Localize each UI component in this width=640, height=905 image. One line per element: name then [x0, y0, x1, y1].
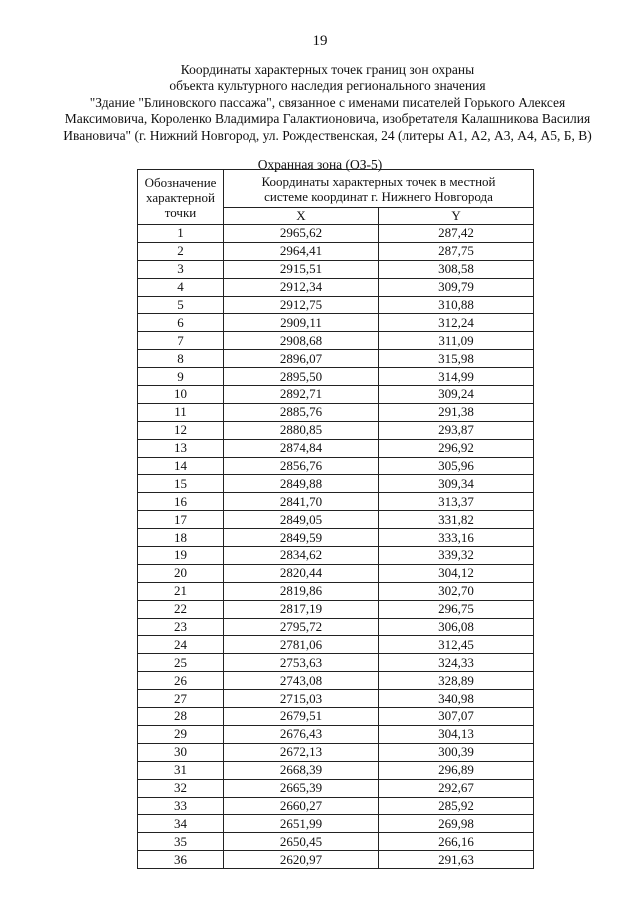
title-line-1: Координаты характерных точек границ зон охраны — [180, 62, 475, 77]
y-coordinate-cell: 340,98 — [379, 690, 534, 708]
table-row — [138, 278, 534, 296]
y-coordinate-cell: 266,16 — [379, 833, 534, 851]
zone-title: Охранная зона (ОЗ-5) — [257, 157, 383, 172]
x-coordinate-cell: 2849,88 — [224, 475, 379, 493]
table-row — [138, 851, 534, 869]
title-line-3: "Здание "Блиновского пассажа", связанное с именами писателей Горького Алексея — [89, 94, 566, 110]
x-coordinate-cell: 2820,44 — [224, 564, 379, 582]
y-coordinate-cell: 333,16 — [379, 529, 534, 547]
point-number-cell: 23 — [138, 618, 224, 636]
y-coordinate-cell: 314,99 — [379, 368, 534, 386]
point-number-cell: 30 — [138, 743, 224, 761]
table-body — [138, 225, 534, 869]
point-number-cell: 6 — [138, 314, 224, 332]
x-coordinate-cell: 2912,75 — [224, 296, 379, 314]
table-row — [138, 421, 534, 439]
y-coordinate-cell: 308,58 — [379, 260, 534, 278]
x-coordinate-cell: 2676,43 — [224, 725, 379, 743]
x-coordinate-cell: 2817,19 — [224, 600, 379, 618]
table-row — [138, 457, 534, 475]
header-y: Y — [379, 208, 534, 225]
point-number-cell: 28 — [138, 708, 224, 726]
table-row — [138, 690, 534, 708]
table-row — [138, 242, 534, 260]
table-row — [138, 618, 534, 636]
page-number: 19 — [312, 33, 328, 49]
x-coordinate-cell: 2819,86 — [224, 582, 379, 600]
x-coordinate-cell: 2965,62 — [224, 225, 379, 243]
table-row — [138, 582, 534, 600]
x-coordinate-cell: 2672,13 — [224, 743, 379, 761]
y-coordinate-cell: 302,70 — [379, 582, 534, 600]
y-coordinate-cell: 331,82 — [379, 511, 534, 529]
y-coordinate-cell: 328,89 — [379, 672, 534, 690]
x-coordinate-cell: 2849,59 — [224, 529, 379, 547]
point-number-cell: 18 — [138, 529, 224, 547]
table-row — [138, 797, 534, 815]
point-number-cell: 10 — [138, 386, 224, 404]
table-row — [138, 779, 534, 797]
point-number-cell: 21 — [138, 582, 224, 600]
y-coordinate-cell: 324,33 — [379, 654, 534, 672]
x-coordinate-cell: 2753,63 — [224, 654, 379, 672]
x-coordinate-cell: 2912,34 — [224, 278, 379, 296]
y-coordinate-cell: 304,12 — [379, 564, 534, 582]
y-coordinate-cell: 312,24 — [379, 314, 534, 332]
header-point-designation — [138, 170, 224, 225]
header-coordinates — [224, 170, 534, 208]
table-row — [138, 708, 534, 726]
y-coordinate-cell: 305,96 — [379, 457, 534, 475]
table-row — [138, 636, 534, 654]
y-coordinate-cell: 306,08 — [379, 618, 534, 636]
y-coordinate-cell: 313,37 — [379, 493, 534, 511]
y-coordinate-cell: 287,75 — [379, 242, 534, 260]
y-coordinate-cell: 269,98 — [379, 815, 534, 833]
y-coordinate-cell: 304,13 — [379, 725, 534, 743]
x-coordinate-cell: 2874,84 — [224, 439, 379, 457]
y-coordinate-cell: 312,45 — [379, 636, 534, 654]
x-coordinate-cell: 2895,50 — [224, 368, 379, 386]
y-coordinate-cell: 296,92 — [379, 439, 534, 457]
y-coordinate-cell: 285,92 — [379, 797, 534, 815]
point-number-cell: 20 — [138, 564, 224, 582]
header-x: X — [224, 208, 379, 225]
table-row — [138, 743, 534, 761]
point-number-cell: 3 — [138, 260, 224, 278]
point-number-cell: 32 — [138, 779, 224, 797]
x-coordinate-cell: 2650,45 — [224, 833, 379, 851]
x-coordinate-cell: 2896,07 — [224, 350, 379, 368]
table-row — [138, 815, 534, 833]
point-number-cell: 26 — [138, 672, 224, 690]
point-number-cell: 11 — [138, 403, 224, 421]
y-coordinate-cell: 296,89 — [379, 761, 534, 779]
x-coordinate-cell: 2620,97 — [224, 851, 379, 869]
point-number-cell: 31 — [138, 761, 224, 779]
x-coordinate-cell: 2781,06 — [224, 636, 379, 654]
table-row — [138, 439, 534, 457]
point-number-cell: 27 — [138, 690, 224, 708]
table-row — [138, 600, 534, 618]
header-coords-line-1: Координаты характерных точек в местной — [261, 173, 496, 189]
x-coordinate-cell: 2660,27 — [224, 797, 379, 815]
table-row — [138, 296, 534, 314]
point-number-cell: 19 — [138, 547, 224, 565]
y-coordinate-cell: 309,34 — [379, 475, 534, 493]
point-number-cell: 36 — [138, 851, 224, 869]
x-coordinate-cell: 2885,76 — [224, 403, 379, 421]
x-coordinate-cell: 2715,03 — [224, 690, 379, 708]
point-number-cell: 15 — [138, 475, 224, 493]
x-coordinate-cell: 2856,76 — [224, 457, 379, 475]
x-coordinate-cell: 2795,72 — [224, 618, 379, 636]
point-number-cell: 22 — [138, 600, 224, 618]
x-coordinate-cell: 2915,51 — [224, 260, 379, 278]
table-row — [138, 493, 534, 511]
table-row — [138, 403, 534, 421]
point-number-cell: 25 — [138, 654, 224, 672]
x-coordinate-cell: 2908,68 — [224, 332, 379, 350]
point-number-cell: 8 — [138, 350, 224, 368]
point-number-cell: 34 — [138, 815, 224, 833]
point-number-cell: 14 — [138, 457, 224, 475]
title-line-4: Максимовича, Короленко Владимира Галактионовича, изобретателя Калашникова Василия — [64, 111, 591, 127]
table-row — [138, 725, 534, 743]
table-row — [138, 511, 534, 529]
point-number-cell: 2 — [138, 242, 224, 260]
x-coordinate-cell: 2743,08 — [224, 672, 379, 690]
table-row — [138, 332, 534, 350]
y-coordinate-cell: 296,75 — [379, 600, 534, 618]
point-number-cell: 29 — [138, 725, 224, 743]
x-coordinate-cell: 2665,39 — [224, 779, 379, 797]
title-line-5: Ивановича" (г. Нижний Новгород, ул. Рождественская, 24 (литеры А1, А2, А3, А4, А5, Б, В) — [63, 127, 592, 143]
point-number-cell: 13 — [138, 439, 224, 457]
x-coordinate-cell: 2679,51 — [224, 708, 379, 726]
x-coordinate-cell: 2841,70 — [224, 493, 379, 511]
y-coordinate-cell: 300,39 — [379, 743, 534, 761]
x-coordinate-cell: 2849,05 — [224, 511, 379, 529]
x-coordinate-cell: 2668,39 — [224, 761, 379, 779]
y-coordinate-cell: 309,79 — [379, 278, 534, 296]
y-coordinate-cell: 293,87 — [379, 421, 534, 439]
table-row — [138, 654, 534, 672]
y-coordinate-cell: 291,38 — [379, 403, 534, 421]
y-coordinate-cell: 287,42 — [379, 225, 534, 243]
point-number-cell: 16 — [138, 493, 224, 511]
title-line-2: объекта культурного наследия регионального значения — [169, 78, 486, 94]
table-row — [138, 761, 534, 779]
document-title — [40, 62, 615, 144]
point-number-cell: 7 — [138, 332, 224, 350]
table-row — [138, 350, 534, 368]
x-coordinate-cell: 2909,11 — [224, 314, 379, 332]
table-row — [138, 672, 534, 690]
header-point-line-3: точки — [164, 204, 197, 220]
header-point-line-2: характерной — [146, 189, 215, 205]
point-number-cell: 4 — [138, 278, 224, 296]
y-coordinate-cell: 291,63 — [379, 851, 534, 869]
table-row — [138, 547, 534, 565]
y-coordinate-cell: 292,67 — [379, 779, 534, 797]
table-row — [138, 529, 534, 547]
coordinates-table — [137, 169, 534, 869]
table-row — [138, 260, 534, 278]
table-row — [138, 314, 534, 332]
y-coordinate-cell: 311,09 — [379, 332, 534, 350]
y-coordinate-cell: 307,07 — [379, 708, 534, 726]
point-number-cell: 17 — [138, 511, 224, 529]
point-number-cell: 33 — [138, 797, 224, 815]
y-coordinate-cell: 310,88 — [379, 296, 534, 314]
table-row — [138, 368, 534, 386]
x-coordinate-cell: 2892,71 — [224, 386, 379, 404]
point-number-cell: 5 — [138, 296, 224, 314]
table-row — [138, 564, 534, 582]
x-coordinate-cell: 2880,85 — [224, 421, 379, 439]
table-row — [138, 225, 534, 243]
table-row — [138, 833, 534, 851]
point-number-cell: 1 — [138, 225, 224, 243]
point-number-cell: 24 — [138, 636, 224, 654]
y-coordinate-cell: 339,32 — [379, 547, 534, 565]
table-row — [138, 475, 534, 493]
point-number-cell: 12 — [138, 421, 224, 439]
y-coordinate-cell: 309,24 — [379, 386, 534, 404]
y-coordinate-cell: 315,98 — [379, 350, 534, 368]
x-coordinate-cell: 2651,99 — [224, 815, 379, 833]
table-row — [138, 386, 534, 404]
header-point-line-1: Обозначение — [144, 174, 217, 190]
x-coordinate-cell: 2834,62 — [224, 547, 379, 565]
header-coords-line-2: системе координат г. Нижнего Новгорода — [264, 188, 493, 204]
x-coordinate-cell: 2964,41 — [224, 242, 379, 260]
point-number-cell: 9 — [138, 368, 224, 386]
point-number-cell: 35 — [138, 833, 224, 851]
